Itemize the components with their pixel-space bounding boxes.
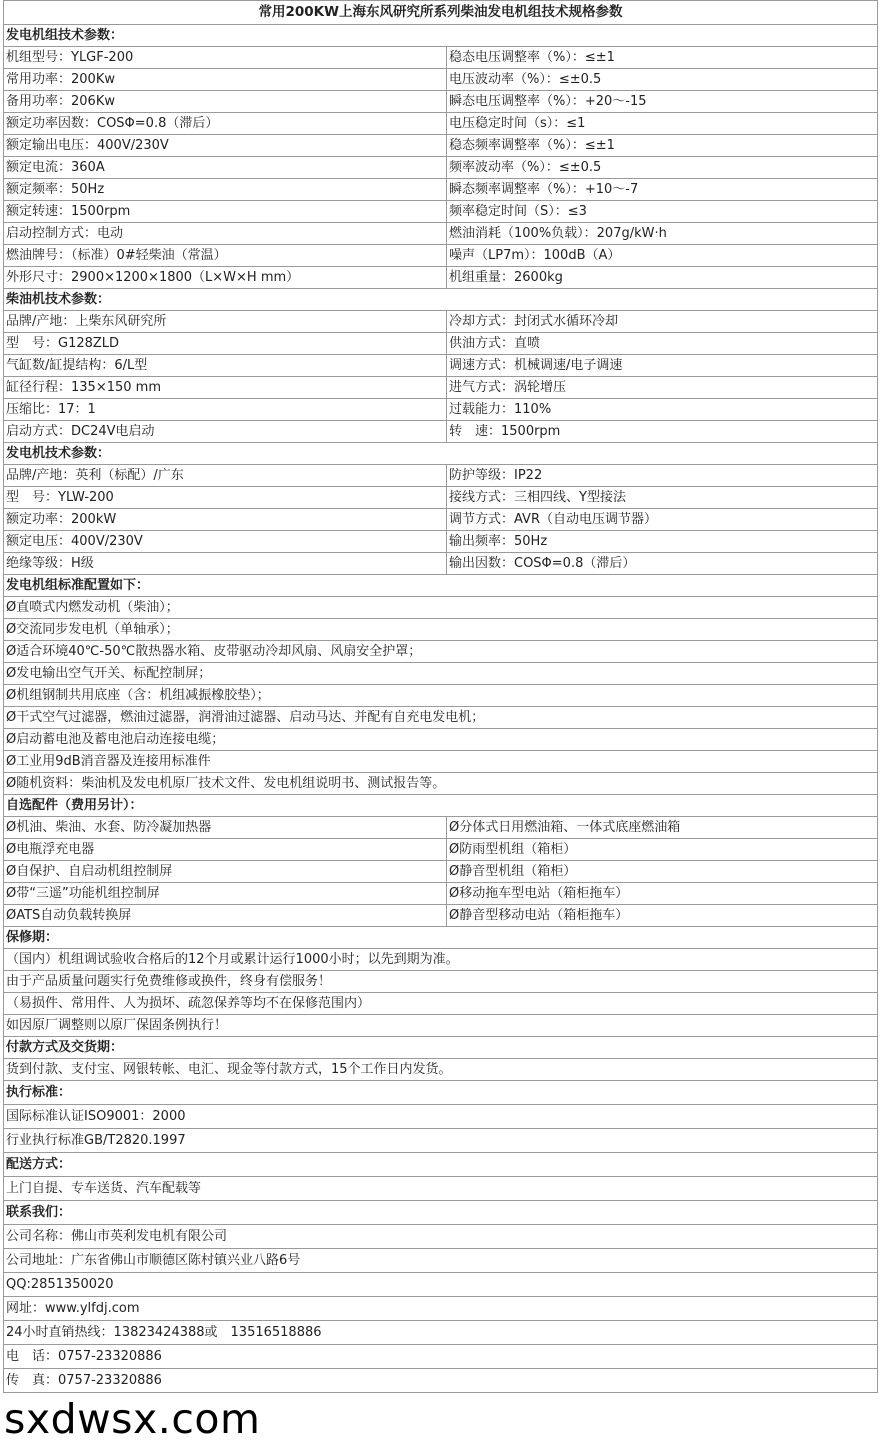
section-heading-row: [4, 927, 878, 949]
contact-item: 网址：www.ylfdj.com: [4, 1297, 878, 1321]
optional-param-left: Ø电瓶浮充电器: [4, 839, 447, 861]
table-row: [4, 1297, 878, 1321]
warranty-item: 如因原厂调整则以原厂保固条例执行！: [4, 1015, 878, 1037]
table-row: [4, 333, 878, 355]
table-row: [4, 685, 878, 707]
genset-param-right: 频率波动率（%）：≤±0.5: [447, 157, 878, 179]
table-row: [4, 201, 878, 223]
section-heading-row: [4, 25, 878, 47]
warranty-item: （国内）机组调试验收合格后的12个月或累计运行1000小时；以先到期为准。: [4, 949, 878, 971]
diesel-param-right: 转 速：1500rpm: [447, 421, 878, 443]
genset-param-right: 噪声（LP7m）：100dB（A）: [447, 245, 878, 267]
optional-param-right: Ø静音型移动电站（箱柜拖车）: [447, 905, 878, 927]
section-heading-row: [4, 575, 878, 597]
diesel-param-right: 冷却方式：封闭式水循环冷却: [447, 311, 878, 333]
section-heading-delivery: 配送方式：: [4, 1153, 878, 1177]
table-row: [4, 509, 878, 531]
standard_config-item: Ø启动蓄电池及蓄电池启动连接电缆；: [4, 729, 878, 751]
table-row: [4, 971, 878, 993]
contact-item: 24小时直销热线：13823424388或 13516518886: [4, 1321, 878, 1345]
standard_config-item: Ø发电输出空气开关、标配控制屏；: [4, 663, 878, 685]
genset-param-right: 频率稳定时间（S）：≤3: [447, 201, 878, 223]
contact-item: 公司名称：佛山市英利发电机有限公司: [4, 1225, 878, 1249]
genset-param-right: 燃油消耗（100%负载）：207g/kW·h: [447, 223, 878, 245]
table-row: [4, 113, 878, 135]
table-row: [4, 531, 878, 553]
table-row: [4, 267, 878, 289]
table-row: [4, 1369, 878, 1393]
optional-param-left: Ø机油、柴油、水套、防冷凝加热器: [4, 817, 447, 839]
genset-param-right: 稳态电压调整率（%）：≤±1: [447, 47, 878, 69]
spec-table-body: [4, 1, 878, 1393]
genset-param-right: 瞬态电压调整率（%）：+20～-15: [447, 91, 878, 113]
warranty-item: （易损件、常用件、人为损坏、疏忽保养等均不在保修范围内）: [4, 993, 878, 1015]
table-row: [4, 1273, 878, 1297]
warranty-item: 由于产品质量问题实行免费维修或换件，终身有偿服务！: [4, 971, 878, 993]
genset-param-right: 电压稳定时间（s）：≤1: [447, 113, 878, 135]
standard_config-item: Ø随机资料：柴油机及发电机原厂技术文件、发电机组说明书、测试报告等。: [4, 773, 878, 795]
table-row: [4, 311, 878, 333]
optional-param-right: Ø分体式日用燃油箱、一体式底座燃油箱: [447, 817, 878, 839]
table-row: [4, 1345, 878, 1369]
table-row: [4, 663, 878, 685]
table-row: [4, 883, 878, 905]
contact-item: QQ:2851350020: [4, 1273, 878, 1297]
table-row: [4, 487, 878, 509]
spec-table: [3, 0, 878, 1393]
table-row: [4, 179, 878, 201]
table-row: [4, 1059, 878, 1081]
diesel-param-right: 供油方式：直喷: [447, 333, 878, 355]
table-row: [4, 729, 878, 751]
standard_config-item: Ø直喷式内燃发动机（柴油）；: [4, 597, 878, 619]
optional-param-right: Ø移动拖车型电站（箱柜拖车）: [447, 883, 878, 905]
section-heading-warranty: 保修期：: [4, 927, 878, 949]
table-row: [4, 1177, 878, 1201]
table-row: [4, 641, 878, 663]
diesel-param-left: 压缩比：17：1: [4, 399, 447, 421]
genset-param-left: 备用功率：206Kw: [4, 91, 447, 113]
genset-param-right: 稳态频率调整率（%）：≤±1: [447, 135, 878, 157]
title-row: [4, 1, 878, 25]
section-heading-standards: 执行标准：: [4, 1081, 878, 1105]
genset-param-right: 瞬态频率调整率（%）：+10～-7: [447, 179, 878, 201]
optional-param-left: Ø自保护、自启动机组控制屏: [4, 861, 447, 883]
table-row: [4, 47, 878, 69]
section-heading-row: [4, 289, 878, 311]
section-heading-diesel: 柴油机技术参数：: [4, 289, 878, 311]
genset-param-left: 外形尺寸：2900×1200×1800（L×W×H mm）: [4, 267, 447, 289]
table-row: [4, 377, 878, 399]
table-row: [4, 465, 878, 487]
optional-param-right: Ø防雨型机组（箱柜）: [447, 839, 878, 861]
table-row: [4, 223, 878, 245]
section-heading-row: [4, 443, 878, 465]
alternator-param-right: 调节方式：AVR（自动电压调节器）: [447, 509, 878, 531]
table-row: [4, 905, 878, 927]
table-row: [4, 91, 878, 113]
diesel-param-left: 型 号：G128ZLD: [4, 333, 447, 355]
alternator-param-right: 防护等级：IP22: [447, 465, 878, 487]
alternator-param-right: 输出因数：COSΦ=0.8（滞后）: [447, 553, 878, 575]
contact-item: 传 真：0757-23320886: [4, 1369, 878, 1393]
table-row: [4, 1321, 878, 1345]
diesel-param-right: 过载能力：110%: [447, 399, 878, 421]
contact-item: 电 话：0757-23320886: [4, 1345, 878, 1369]
table-row: [4, 399, 878, 421]
alternator-param-right: 输出频率：50Hz: [447, 531, 878, 553]
alternator-param-left: 型 号：YLW-200: [4, 487, 447, 509]
genset-param-left: 额定电流：360A: [4, 157, 447, 179]
diesel-param-right: 进气方式：涡轮增压: [447, 377, 878, 399]
table-row: [4, 1015, 878, 1037]
genset-param-left: 额定输出电压：400V/230V: [4, 135, 447, 157]
section-heading-standard_config: 发电机组标准配置如下：: [4, 575, 878, 597]
genset-param-right: 电压波动率（%）：≤±0.5: [447, 69, 878, 91]
section-heading-alternator: 发电机技术参数：: [4, 443, 878, 465]
watermark: sxdwsx.com: [4, 1395, 261, 1443]
section-heading-row: [4, 1153, 878, 1177]
diesel-param-right: 调速方式：机械调速/电子调速: [447, 355, 878, 377]
genset-param-left: 额定频率：50Hz: [4, 179, 447, 201]
section-heading-row: [4, 1081, 878, 1105]
alternator-param-left: 品牌/产地：英利（标配）/广东: [4, 465, 447, 487]
genset-param-left: 启动控制方式：电动: [4, 223, 447, 245]
alternator-param-left: 绝缘等级：H级: [4, 553, 447, 575]
table-row: [4, 355, 878, 377]
genset-param-left: 燃油牌号：（标准）0#轻柴油（常温）: [4, 245, 447, 267]
delivery-item: 上门自提、专车送货、汽车配载等: [4, 1177, 878, 1201]
genset-param-left: 常用功率：200Kw: [4, 69, 447, 91]
alternator-param-right: 接线方式：三相四线、Y型接法: [447, 487, 878, 509]
diesel-param-left: 气缸数/缸提结构：6/L型: [4, 355, 447, 377]
genset-param-left: 额定功率因数：COSΦ=0.8（滞后）: [4, 113, 447, 135]
section-heading-payment: 付款方式及交货期：: [4, 1037, 878, 1059]
contact-item: 公司地址：广东省佛山市顺德区陈村镇兴业八路6号: [4, 1249, 878, 1273]
standard_config-item: Ø适合环境40℃-50℃散热器水箱、皮带驱动冷却风扇、风扇安全护罩；: [4, 641, 878, 663]
optional-param-right: Ø静音型机组（箱柜）: [447, 861, 878, 883]
diesel-param-left: 启动方式：DC24V电启动: [4, 421, 447, 443]
optional-param-left: ØATS自动负载转换屏: [4, 905, 447, 927]
table-row: [4, 421, 878, 443]
standard_config-item: Ø干式空气过滤器，燃油过滤器，润滑油过滤器、启动马达、并配有自充电发电机；: [4, 707, 878, 729]
section-heading-optional: 自选配件（费用另计）：: [4, 795, 878, 817]
table-row: [4, 597, 878, 619]
section-heading-row: [4, 1201, 878, 1225]
table-row: [4, 553, 878, 575]
page-title: 常用200KW上海东风研究所系列柴油发电机组技术规格参数: [4, 1, 878, 25]
section-heading-row: [4, 795, 878, 817]
table-row: [4, 69, 878, 91]
standard_config-item: Ø机组钢制共用底座（含：机组减振橡胶垫）；: [4, 685, 878, 707]
table-row: [4, 1105, 878, 1129]
table-row: [4, 839, 878, 861]
payment-item: 货到付款、支付宝、网银转帐、电汇、现金等付款方式，15个工作日内发货。: [4, 1059, 878, 1081]
diesel-param-left: 缸径行程：135×150 mm: [4, 377, 447, 399]
section-heading-contact: 联系我们：: [4, 1201, 878, 1225]
standards-item: 国际标准认证ISO9001：2000: [4, 1105, 878, 1129]
diesel-param-left: 品牌/产地：上柴东风研究所: [4, 311, 447, 333]
alternator-param-left: 额定电压：400V/230V: [4, 531, 447, 553]
table-row: [4, 861, 878, 883]
genset-param-left: 机组型号：YLGF-200: [4, 47, 447, 69]
table-row: [4, 619, 878, 641]
table-row: [4, 817, 878, 839]
table-row: [4, 1129, 878, 1153]
table-row: [4, 993, 878, 1015]
standards-item: 行业执行标准GB/T2820.1997: [4, 1129, 878, 1153]
table-row: [4, 707, 878, 729]
standard_config-item: Ø交流同步发电机（单轴承）；: [4, 619, 878, 641]
section-heading-row: [4, 1037, 878, 1059]
genset-param-left: 额定转速：1500rpm: [4, 201, 447, 223]
section-heading-genset: 发电机组技术参数：: [4, 25, 878, 47]
table-row: [4, 1225, 878, 1249]
table-row: [4, 157, 878, 179]
alternator-param-left: 额定功率：200kW: [4, 509, 447, 531]
table-row: [4, 245, 878, 267]
standard_config-item: Ø工业用9dB消音器及连接用标准件: [4, 751, 878, 773]
table-row: [4, 135, 878, 157]
optional-param-left: Ø带“三遥”功能机组控制屏: [4, 883, 447, 905]
table-row: [4, 1249, 878, 1273]
table-row: [4, 773, 878, 795]
table-row: [4, 751, 878, 773]
genset-param-right: 机组重量：2600kg: [447, 267, 878, 289]
table-row: [4, 949, 878, 971]
